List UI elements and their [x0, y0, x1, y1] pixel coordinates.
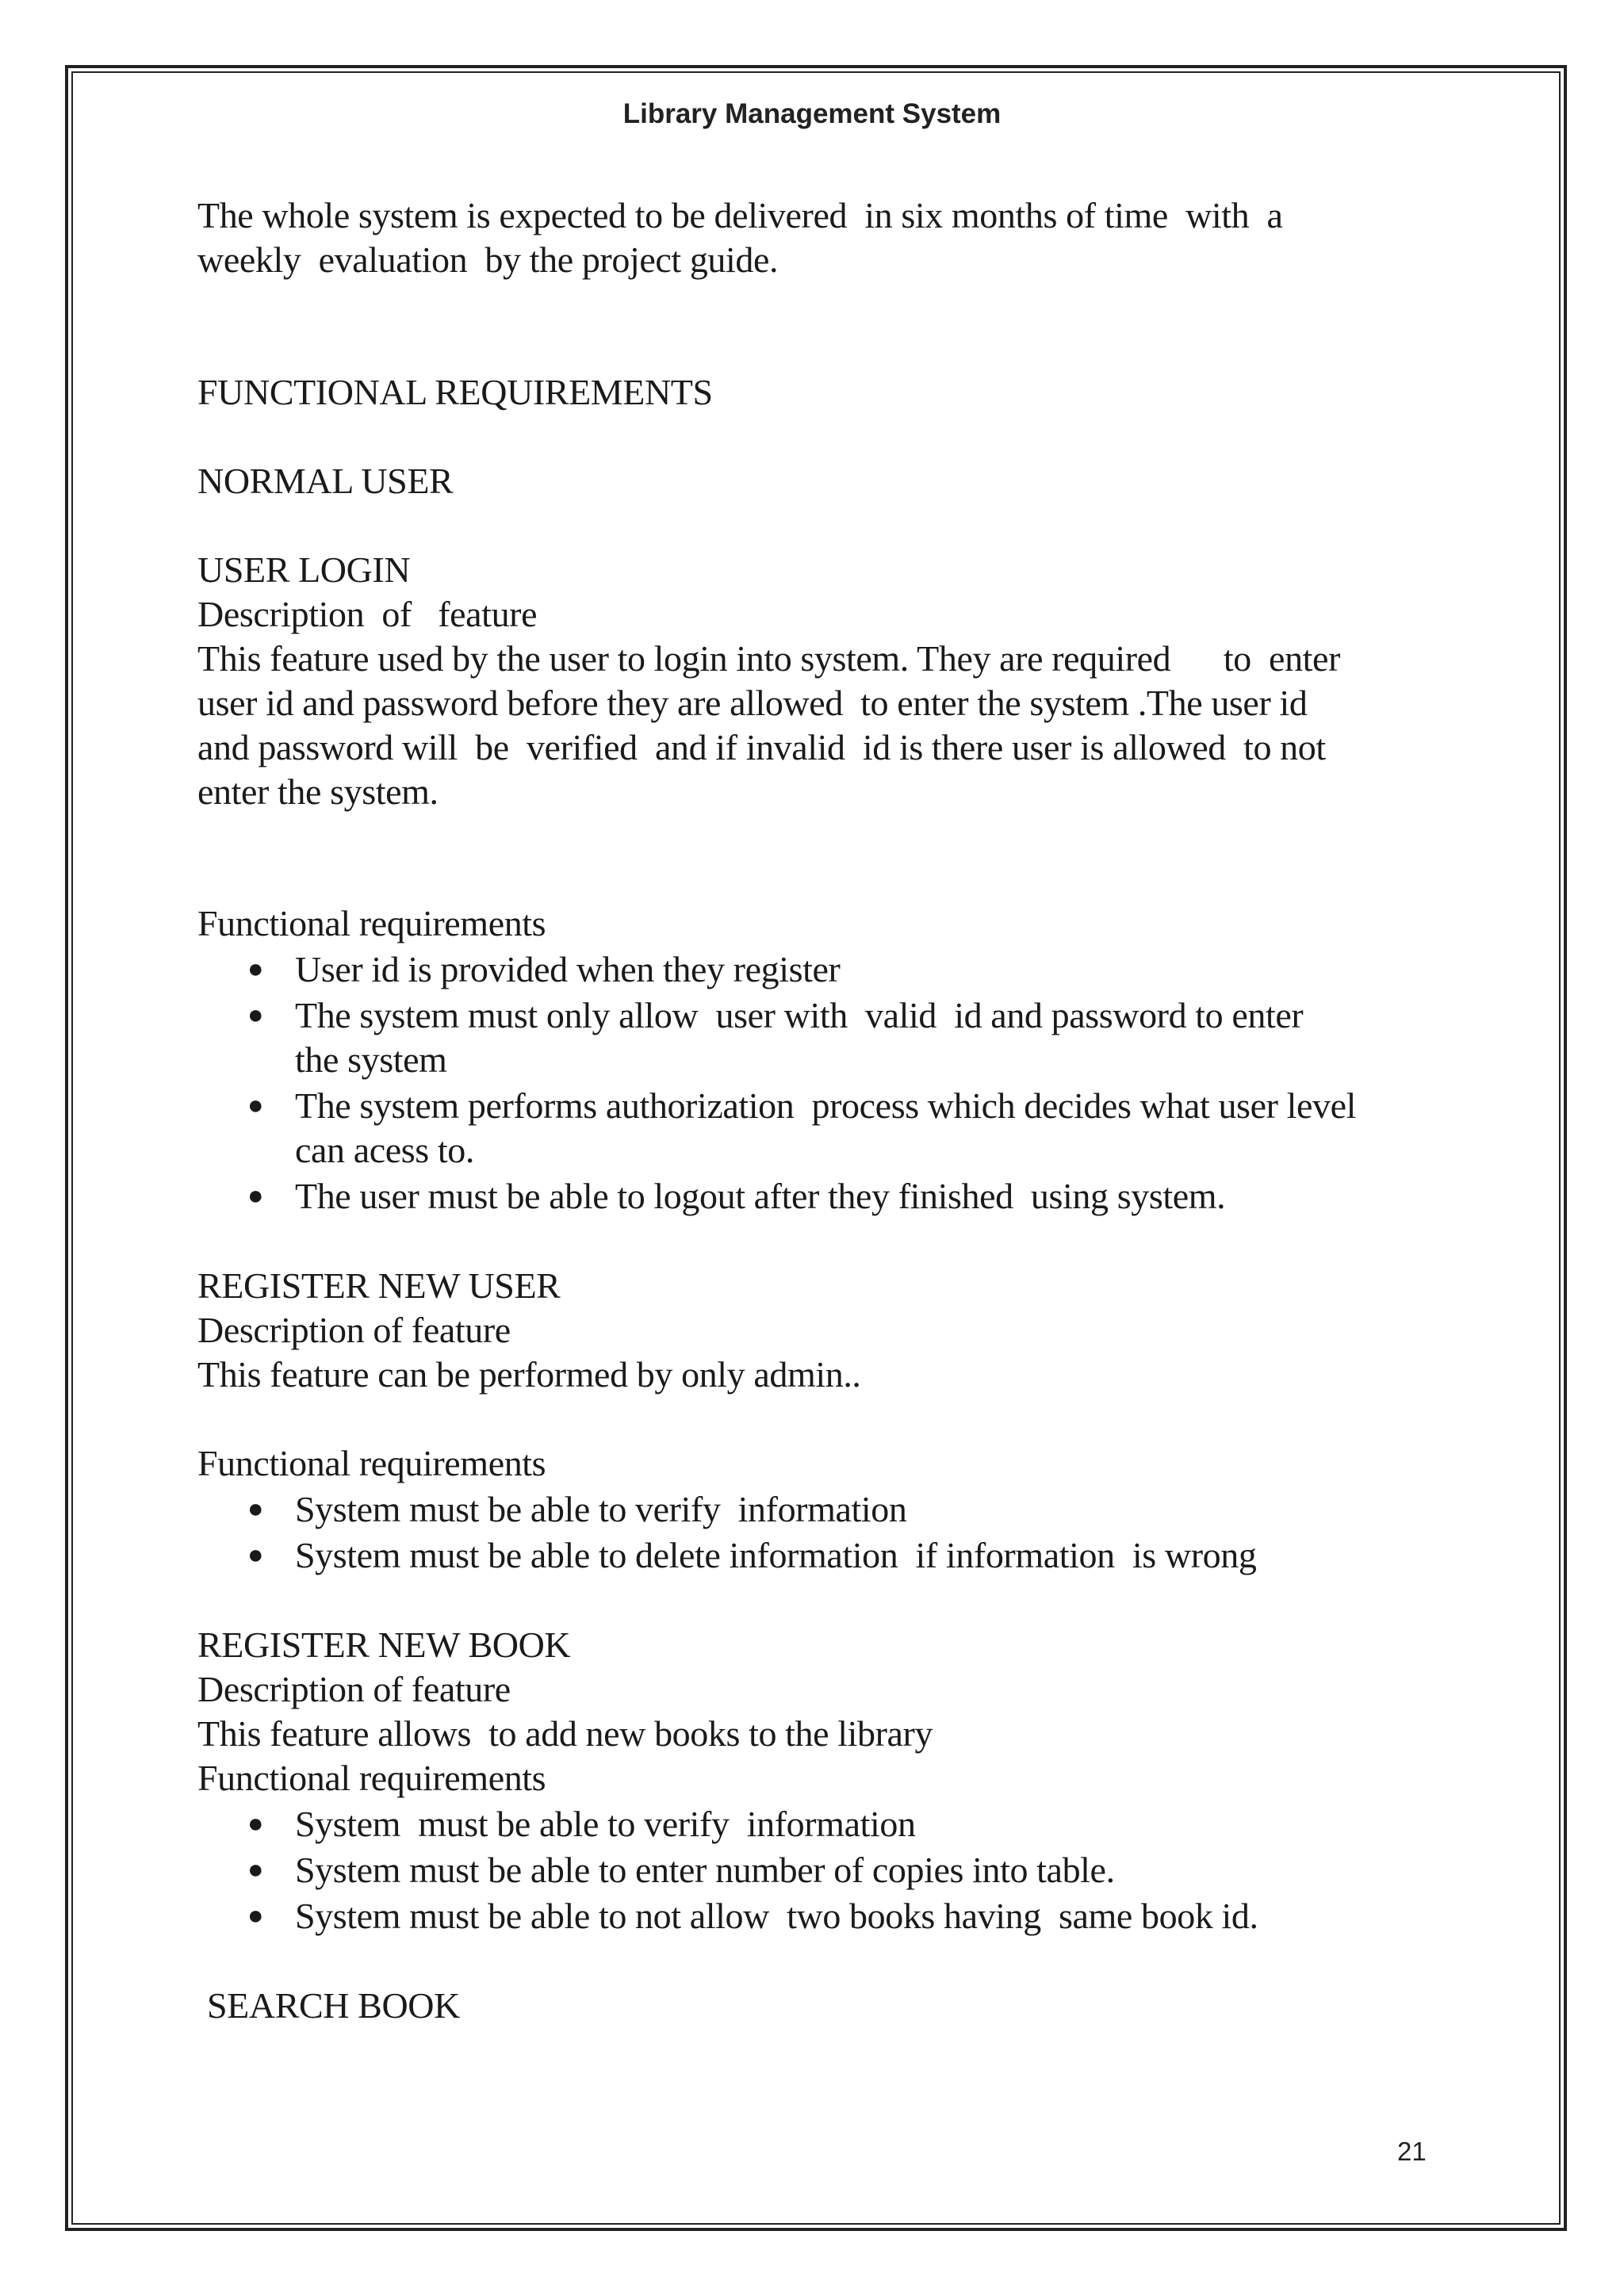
- feature-title-register-book: REGISTER NEW BOOK: [197, 1624, 571, 1665]
- bullet-item: System must be able to enter number of copies into table.: [295, 1850, 1115, 1890]
- bullet-icon: ●: [247, 955, 264, 984]
- section-title: FUNCTIONAL REQUIREMENTS: [197, 372, 713, 412]
- description-line: This feature can be performed by only admin..: [197, 1354, 861, 1395]
- description-line: This feature allows to add new books to the library: [197, 1713, 933, 1754]
- bullet-item: System must be able to not allow two books having same book id.: [295, 1896, 1258, 1936]
- bullet-item: The user must be able to logout after they finished using system.: [295, 1176, 1226, 1216]
- running-header: Library Management System: [622, 98, 1002, 129]
- functional-requirements-label: Functional requirements: [197, 903, 546, 943]
- feature-title-register-user: REGISTER NEW USER: [197, 1265, 561, 1306]
- bullet-item: The system performs authorization process which decides what user level: [295, 1085, 1356, 1126]
- bullet-item: System must be able to delete information if information is wrong: [295, 1535, 1257, 1575]
- bullet-icon: ●: [247, 1540, 264, 1570]
- description-line: enter the system.: [197, 771, 439, 812]
- bullet-icon: ●: [247, 1809, 264, 1839]
- bullet-item-continued: the system: [295, 1039, 447, 1080]
- functional-requirements-label: Functional requirements: [197, 1758, 546, 1798]
- bullet-icon: ●: [247, 1494, 264, 1524]
- page-number: 21: [1397, 2137, 1427, 2166]
- feature-title-search-book: SEARCH BOOK: [207, 1985, 460, 2026]
- description-label: Description of feature: [197, 1669, 511, 1709]
- functional-requirements-label: Functional requirements: [197, 1443, 546, 1483]
- description-line: and password will be verified and if invalid id is there user is allowed to not: [197, 727, 1326, 767]
- bullet-icon: ●: [247, 1855, 264, 1885]
- subsection-title: NORMAL USER: [197, 461, 454, 501]
- bullet-icon: ●: [247, 1181, 264, 1211]
- bullet-item-continued: can acess to.: [295, 1130, 474, 1170]
- description-label: Description of feature: [197, 1310, 511, 1350]
- description-label: Description of feature: [197, 594, 538, 634]
- intro-line: weekly evaluation by the project guide.: [197, 239, 779, 280]
- description-line: user id and password before they are allowed to enter the system .The user id: [197, 683, 1308, 723]
- bullet-item: System must be able to verify information: [295, 1489, 907, 1529]
- bullet-icon: ●: [247, 1901, 264, 1931]
- intro-line: The whole system is expected to be delivered in six months of time with a: [197, 195, 1283, 235]
- feature-title-user-login: USER LOGIN: [197, 549, 411, 590]
- bullet-icon: ●: [247, 1001, 264, 1030]
- description-line: This feature used by the user to login into system. They are required to enter: [197, 638, 1340, 679]
- bullet-item: The system must only allow user with valid id and password to enter: [295, 995, 1304, 1035]
- bullet-item: User id is provided when they register: [295, 949, 841, 989]
- bullet-icon: ●: [247, 1091, 264, 1120]
- bullet-item: System must be able to verify information: [295, 1804, 916, 1844]
